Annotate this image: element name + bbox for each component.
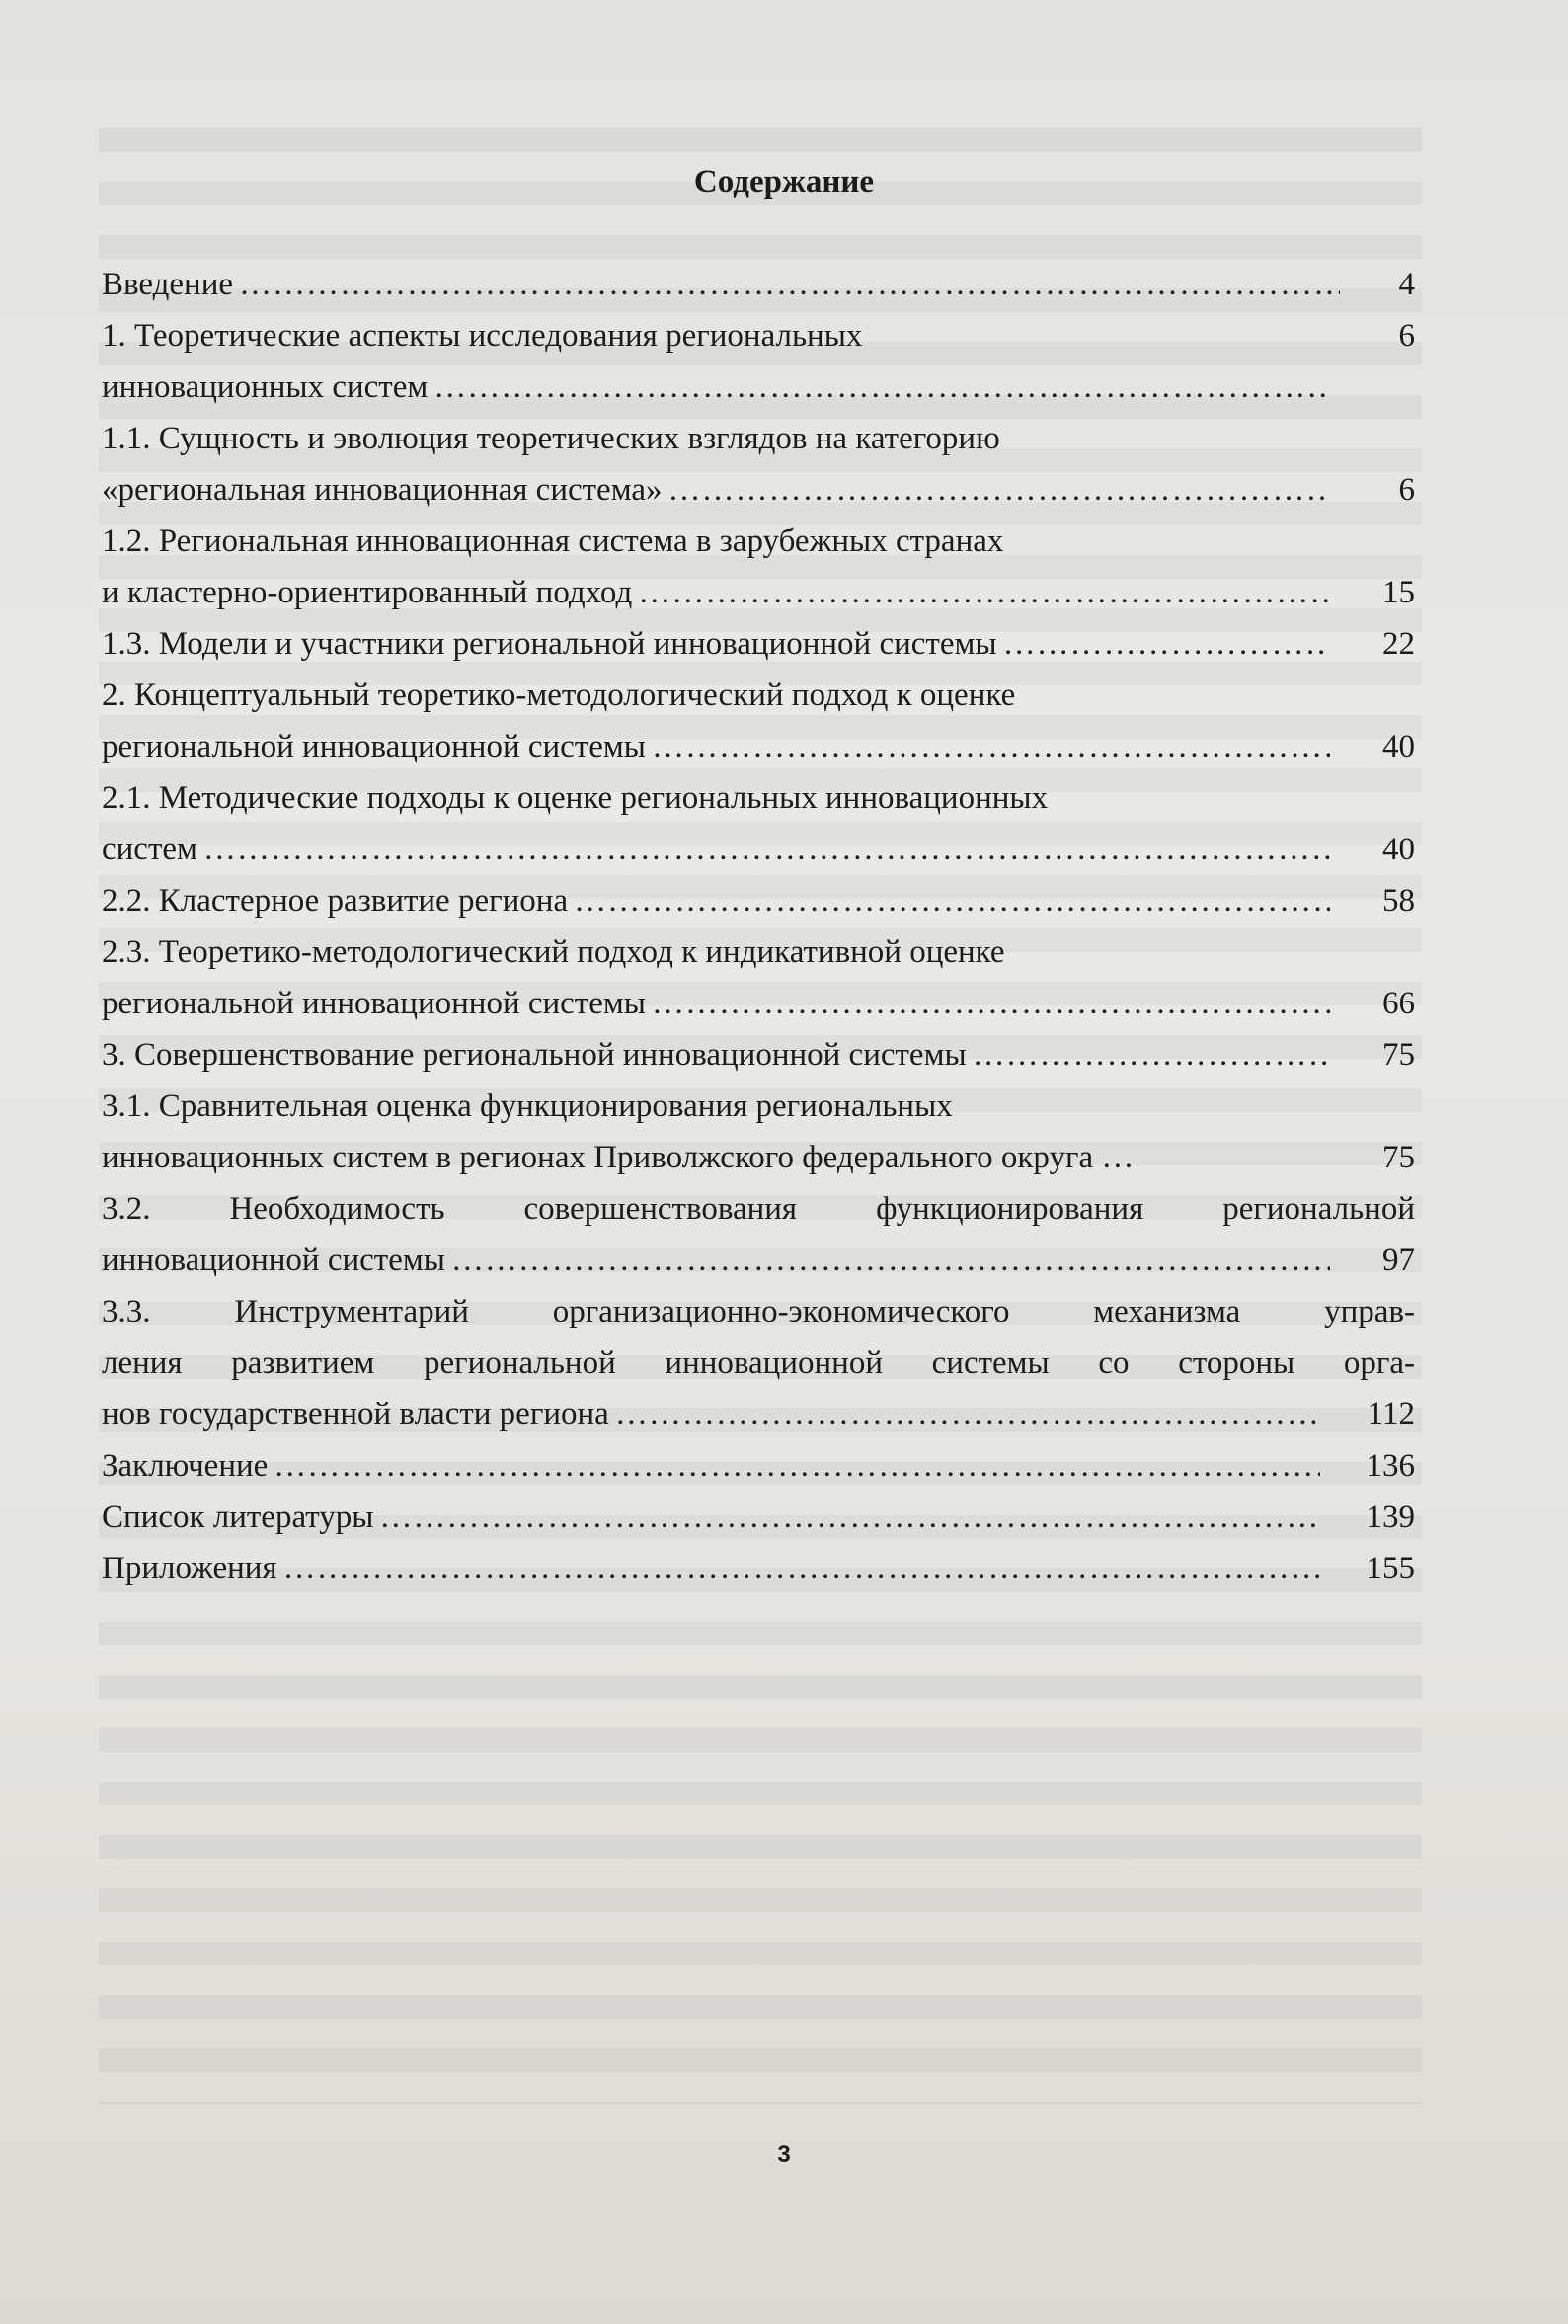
toc-page-number: 6	[1398, 472, 1415, 508]
toc-page-number: 22	[1382, 626, 1415, 662]
dot-leader	[433, 361, 1330, 413]
toc-page-number: 112	[1367, 1397, 1415, 1432]
toc-entry-section-2-1[interactable]	[102, 772, 1415, 875]
toc-entry-section-3-3[interactable]	[102, 1286, 1415, 1440]
page-number-footer: 3	[777, 2141, 791, 2168]
toc-page-number: 97	[1382, 1242, 1415, 1278]
dot-leader	[451, 1235, 1330, 1286]
dot-leader	[668, 464, 1330, 516]
dot-leader	[283, 1543, 1320, 1594]
toc-page-number: 66	[1382, 986, 1415, 1021]
dot-leader	[652, 978, 1330, 1029]
toc-entry-section-2-3[interactable]	[102, 926, 1415, 1029]
toc-entry-section-3-1[interactable]	[102, 1081, 1415, 1183]
dot-leader	[203, 824, 1330, 875]
toc-entry-chapter-3[interactable]	[102, 1029, 1415, 1081]
toc-entry-title: Введение	[102, 267, 234, 302]
page-title: Содержание	[693, 164, 875, 200]
toc-entry-conclusion[interactable]	[102, 1440, 1415, 1491]
toc-entry-title-line: 2.1. Методические подходы к оценке региональных инновационных	[102, 780, 1049, 816]
toc-entry-title: 2.2. Кластерное развитие региона	[102, 883, 569, 919]
dot-leader	[574, 875, 1330, 926]
toc-entry-title-line: 3.1. Сравнительная оценка функционирования региональных	[102, 1088, 953, 1124]
toc-entry-references[interactable]	[102, 1491, 1415, 1543]
toc-page-number: 4	[1398, 267, 1415, 302]
toc-entry-title-line: «региональная инновационная система»	[102, 472, 663, 508]
toc-entry-appendices[interactable]	[102, 1543, 1415, 1594]
toc-entry-section-2-2[interactable]	[102, 875, 1415, 926]
dot-leader	[379, 1491, 1320, 1543]
toc-entry-section-3-2[interactable]	[102, 1183, 1415, 1286]
toc-entry-section-1-1[interactable]	[102, 413, 1415, 516]
toc-entry-title-line: инновационных систем в регионах Приволжского федерального округа …	[102, 1140, 1135, 1175]
toc-entry-title-line: 2. Концептуальный теоретико-методологический подход к оценке	[102, 678, 1016, 713]
toc-entry-introduction[interactable]	[102, 259, 1415, 310]
toc-entry-title-line: 1.2. Региональная инновационная система в зарубежных странах	[102, 523, 1004, 559]
toc-page-number: 6	[1398, 318, 1415, 354]
toc-entry-title: 3. Совершенствование региональной инновационной системы	[102, 1037, 967, 1073]
toc-entry-title-line: инновационных систем	[102, 369, 429, 405]
toc-entry-title: 1.3. Модели и участники региональной инновационной системы	[102, 626, 997, 662]
toc-page-number: 15	[1382, 575, 1415, 610]
dot-leader	[973, 1029, 1330, 1081]
toc-entry-title-line: нов государственной власти региона	[102, 1397, 609, 1432]
toc-entry-title-line: 1.1. Сущность и эволюция теоретических взглядов на категорию	[102, 421, 1000, 456]
toc-page-number: 139	[1366, 1499, 1415, 1535]
dot-leader	[239, 259, 1340, 310]
dot-leader	[638, 567, 1330, 618]
toc-page-number: 136	[1366, 1448, 1415, 1483]
toc-entry-title-line: региональной инновационной системы	[102, 729, 646, 764]
toc-page-number: 75	[1382, 1037, 1415, 1073]
toc-entry-title-line: 3.3. Инструментарий организационно-экономического механизма управ-	[102, 1294, 1415, 1329]
toc-entry-title: Заключение	[102, 1448, 269, 1483]
dot-leader	[1003, 618, 1330, 670]
toc-page-number: 40	[1382, 832, 1415, 867]
toc-entry-section-1-3[interactable]	[102, 618, 1415, 670]
toc-entry-title: Приложения	[102, 1551, 277, 1586]
toc-entry-chapter-1[interactable]	[102, 310, 1415, 413]
toc-entry-title-line: 1. Теоретические аспекты исследования региональных	[102, 318, 863, 354]
toc-entry-title-line: 2.3. Теоретико-методологический подход к индикативной оценке	[102, 934, 1005, 970]
toc-page-number: 40	[1382, 729, 1415, 764]
toc-entry-title-line: систем	[102, 832, 197, 867]
toc-entry-title-line: инновационной системы	[102, 1242, 445, 1278]
toc-entry-title: Список литературы	[102, 1499, 374, 1535]
toc-page-number: 155	[1366, 1551, 1415, 1586]
dot-leader	[615, 1389, 1320, 1440]
toc-page-number: 58	[1382, 883, 1415, 919]
toc-entry-title-line: региональной инновационной системы	[102, 986, 646, 1021]
toc-entry-title-line: 3.2. Необходимость совершенствования функционирования региональной	[102, 1191, 1415, 1227]
toc-page-number: 75	[1382, 1140, 1415, 1175]
toc-entry-title-line: ления развитием региональной инновационной системы со стороны орга-	[102, 1345, 1415, 1381]
dot-leader	[652, 721, 1330, 772]
toc-entry-chapter-2[interactable]	[102, 670, 1415, 772]
dot-leader	[274, 1440, 1320, 1491]
toc-entry-title-line: и кластерно-ориентированный подход	[102, 575, 633, 610]
toc-entry-section-1-2[interactable]	[102, 516, 1415, 618]
table-of-contents	[102, 259, 1415, 1594]
